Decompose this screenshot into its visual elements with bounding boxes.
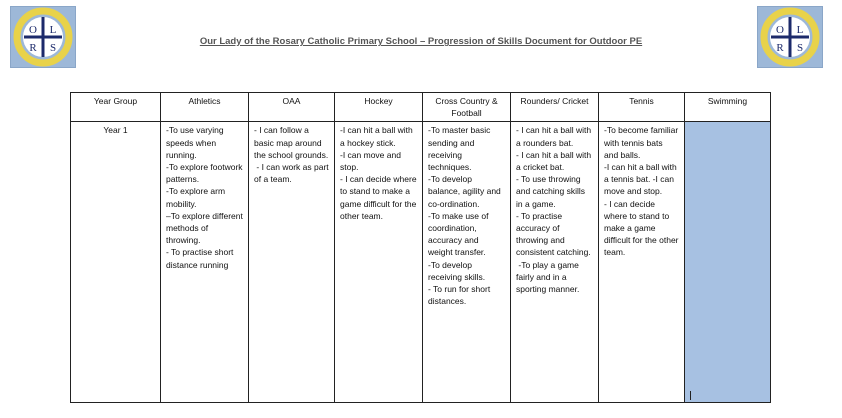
skill-line: - To practise accuracy of throwing and consistent catching. (516, 210, 591, 258)
logo-letter-r: R (776, 42, 784, 54)
logo-letter-o: O (29, 24, 37, 36)
athletics-cell[interactable] (161, 122, 249, 403)
skill-line: - I can decide where to stand to make a game difficult for the other team. (604, 198, 681, 258)
skill-line: -To become familiar with tennis bats and balls. (604, 125, 681, 160)
skill-line: -To develop balance, agility and co-ordination. (428, 174, 504, 209)
skill-line: –To explore different methods of throwing. (166, 210, 246, 246)
skill-line: -To develop receiving skills. (428, 259, 486, 282)
header-hockey: Hockey (335, 93, 423, 122)
skill-line: -To master basic sending and receiving techniques. (428, 125, 493, 173)
logo-letter-s: S (49, 42, 57, 54)
table-header-row (71, 93, 771, 122)
rounders-cricket-cell[interactable] (511, 122, 599, 403)
skill-line: -To make use of coordination, accuracy and weight transfer. (428, 210, 491, 258)
cross-country-football-cell[interactable] (423, 122, 511, 403)
document-title: Our Lady of the Rosary Catholic Primary School – Progression of Skills Document for Outdoor PE (199, 36, 643, 47)
skill-line: -I can move and stop. (340, 149, 404, 173)
logo-letter-l: L (49, 24, 57, 36)
tennis-cell[interactable] (599, 122, 685, 403)
swimming-cell[interactable] (685, 122, 771, 403)
skill-line: -To explore footwork patterns. (166, 162, 245, 185)
skill-line: -To play a game fairly and in a sporting manner. (516, 259, 582, 295)
header-tennis: Tennis (599, 93, 685, 122)
text-cursor (690, 391, 691, 400)
header-year-group: Year Group (71, 93, 161, 122)
oaa-cell[interactable] (249, 122, 335, 403)
skill-line: - To run for short distances. (428, 284, 493, 307)
header-rounders-cricket: Rounders/ Cricket (511, 93, 599, 122)
skill-line: - To practise short distance running (166, 247, 236, 270)
skill-line: - I can hit a ball with a rounders bat. (516, 125, 594, 148)
header-oaa: OAA (249, 93, 335, 122)
skill-line: -To explore arm mobility. (166, 186, 228, 209)
hockey-cell[interactable] (335, 122, 423, 403)
logo-letter-o: O (776, 24, 784, 36)
logo-letter-s: S (796, 42, 804, 54)
year-cell[interactable]: Year 1 (71, 122, 161, 403)
skill-line: - I can hit a ball with a cricket bat. (516, 149, 594, 173)
skill-line: - I can follow a basic map around the school grounds. (254, 125, 329, 160)
header-athletics: Athletics (161, 93, 249, 122)
skill-line: - I can work as part of a team. (254, 162, 332, 185)
skill-line: - To use throwing and catching skills in a game. (516, 174, 588, 209)
header-swimming: Swimming (685, 93, 771, 122)
skills-table (70, 92, 771, 403)
skill-line: -I can hit a ball with a tennis bat. -I can move and stop. (604, 162, 680, 197)
header-cross-country-football: Cross Country & Football (423, 93, 511, 122)
table-row (71, 122, 771, 403)
logo-letter-l: L (796, 24, 804, 36)
skill-line: - I can decide where to stand to make a game difficult for the other team. (340, 174, 419, 221)
skill-line: -I can hit a ball with a hockey stick. (340, 125, 416, 148)
skill-line: -To use varying speeds when running. (166, 125, 227, 160)
logo-letter-r: R (29, 42, 37, 54)
